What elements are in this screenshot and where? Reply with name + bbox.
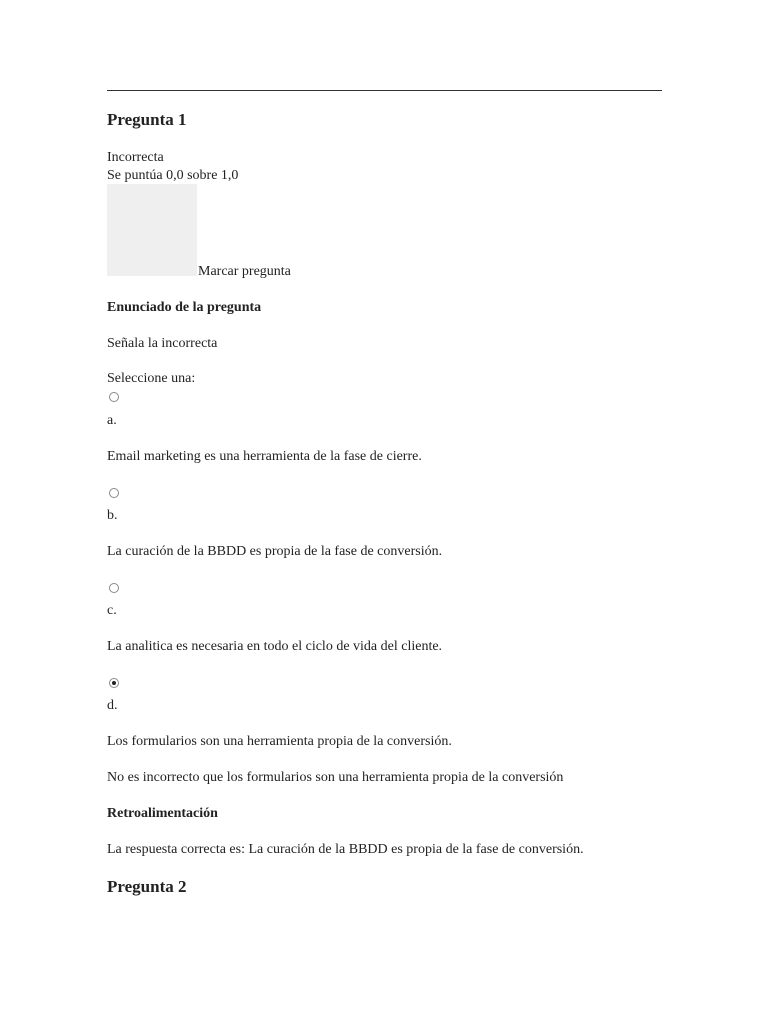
statement-heading: Enunciado de la pregunta bbox=[107, 300, 262, 315]
correct-answer: La respuesta correcta es: La curación de la BBDD es propia de la fase de conversión. bbox=[107, 842, 584, 857]
flag-icon[interactable] bbox=[107, 184, 197, 276]
option-a-text[interactable]: Email marketing es una herramienta de la fase de cierre. bbox=[107, 449, 422, 464]
question-score: Se puntúa 0,0 sobre 1,0 bbox=[107, 168, 239, 183]
option-d-letter: d. bbox=[107, 698, 118, 713]
divider-line bbox=[107, 90, 662, 91]
question-1-title: Pregunta 1 bbox=[107, 110, 187, 129]
feedback-heading: Retroalimentación bbox=[107, 806, 218, 821]
option-b-letter: b. bbox=[107, 508, 118, 523]
question-status: Incorrecta bbox=[107, 150, 164, 165]
option-a-radio[interactable] bbox=[109, 392, 119, 402]
option-d-text[interactable]: Los formularios son una herramienta propia de la conversión. bbox=[107, 734, 452, 749]
flag-question-link[interactable]: Marcar pregunta bbox=[198, 264, 291, 279]
question-statement: Señala la incorrecta bbox=[107, 336, 218, 351]
option-c-letter: c. bbox=[107, 603, 117, 618]
question-2-title: Pregunta 2 bbox=[107, 877, 187, 896]
option-b-text[interactable]: La curación de la BBDD es propia de la fase de conversión. bbox=[107, 544, 443, 559]
option-feedback: No es incorrecto que los formularios son una herramienta propia de la conversión bbox=[107, 770, 564, 785]
option-a-letter: a. bbox=[107, 413, 117, 428]
option-c-radio[interactable] bbox=[109, 583, 119, 593]
select-prompt: Seleccione una: bbox=[107, 371, 196, 386]
option-c-text[interactable]: La analitica es necesaria en todo el ciclo de vida del cliente. bbox=[107, 639, 443, 654]
option-b-radio[interactable] bbox=[109, 488, 119, 498]
option-d-radio[interactable] bbox=[109, 678, 119, 688]
